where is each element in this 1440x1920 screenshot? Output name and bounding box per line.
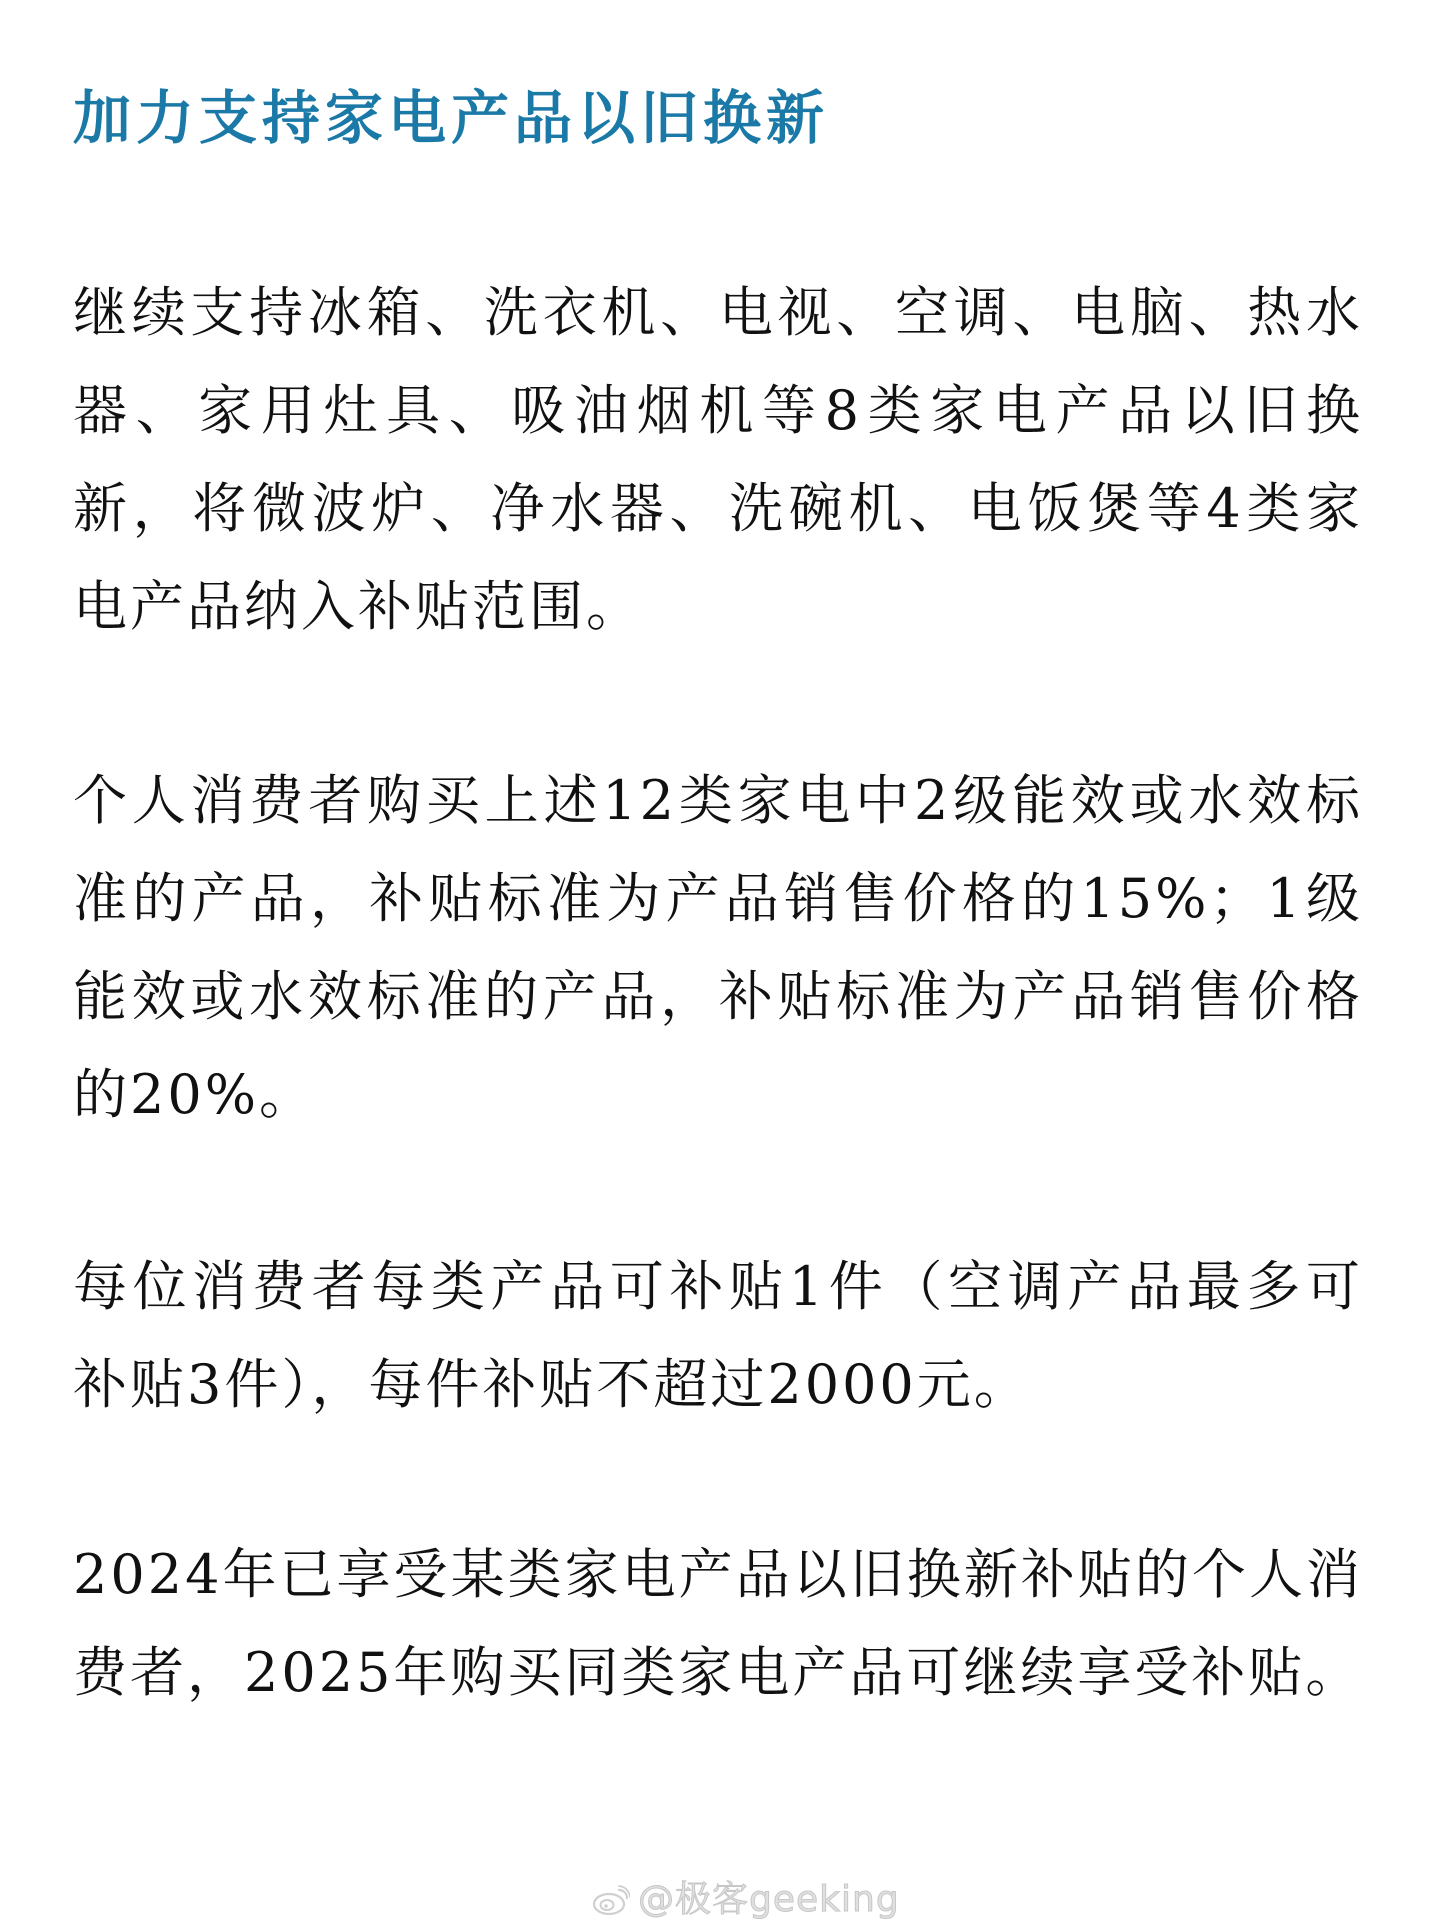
watermark	[592, 1880, 900, 1920]
watermark-text: @极客geeking	[638, 1879, 900, 1920]
article-paragraph-1: 继续支持冰箱、洗衣机、电视、空调、电脑、热水器、家用灶具、吸油烟机等8类家电产品以旧换新，将微波炉、净水器、洗碗机、电饭煲等4类家电产品纳入补贴范围。	[73, 281, 1363, 638]
article-title: 加力支持家电产品以旧换新	[73, 84, 830, 152]
article-paragraph-3: 每位消费者每类产品可补贴1件（空调产品最多可补贴3件），每件补贴不超过2000元。	[73, 1255, 1363, 1416]
article-paragraph-4: 2024年已享受某类家电产品以旧换新补贴的个人消费者，2025年购买同类家电产品可继续享受补贴。	[73, 1543, 1363, 1704]
weibo-logo-icon	[592, 1885, 630, 1915]
article-paragraph-2: 个人消费者购买上述12类家电中2级能效或水效标准的产品，补贴标准为产品销售价格的15%；1级能效或水效标准的产品，补贴标准为产品销售价格的20%。	[73, 769, 1363, 1126]
